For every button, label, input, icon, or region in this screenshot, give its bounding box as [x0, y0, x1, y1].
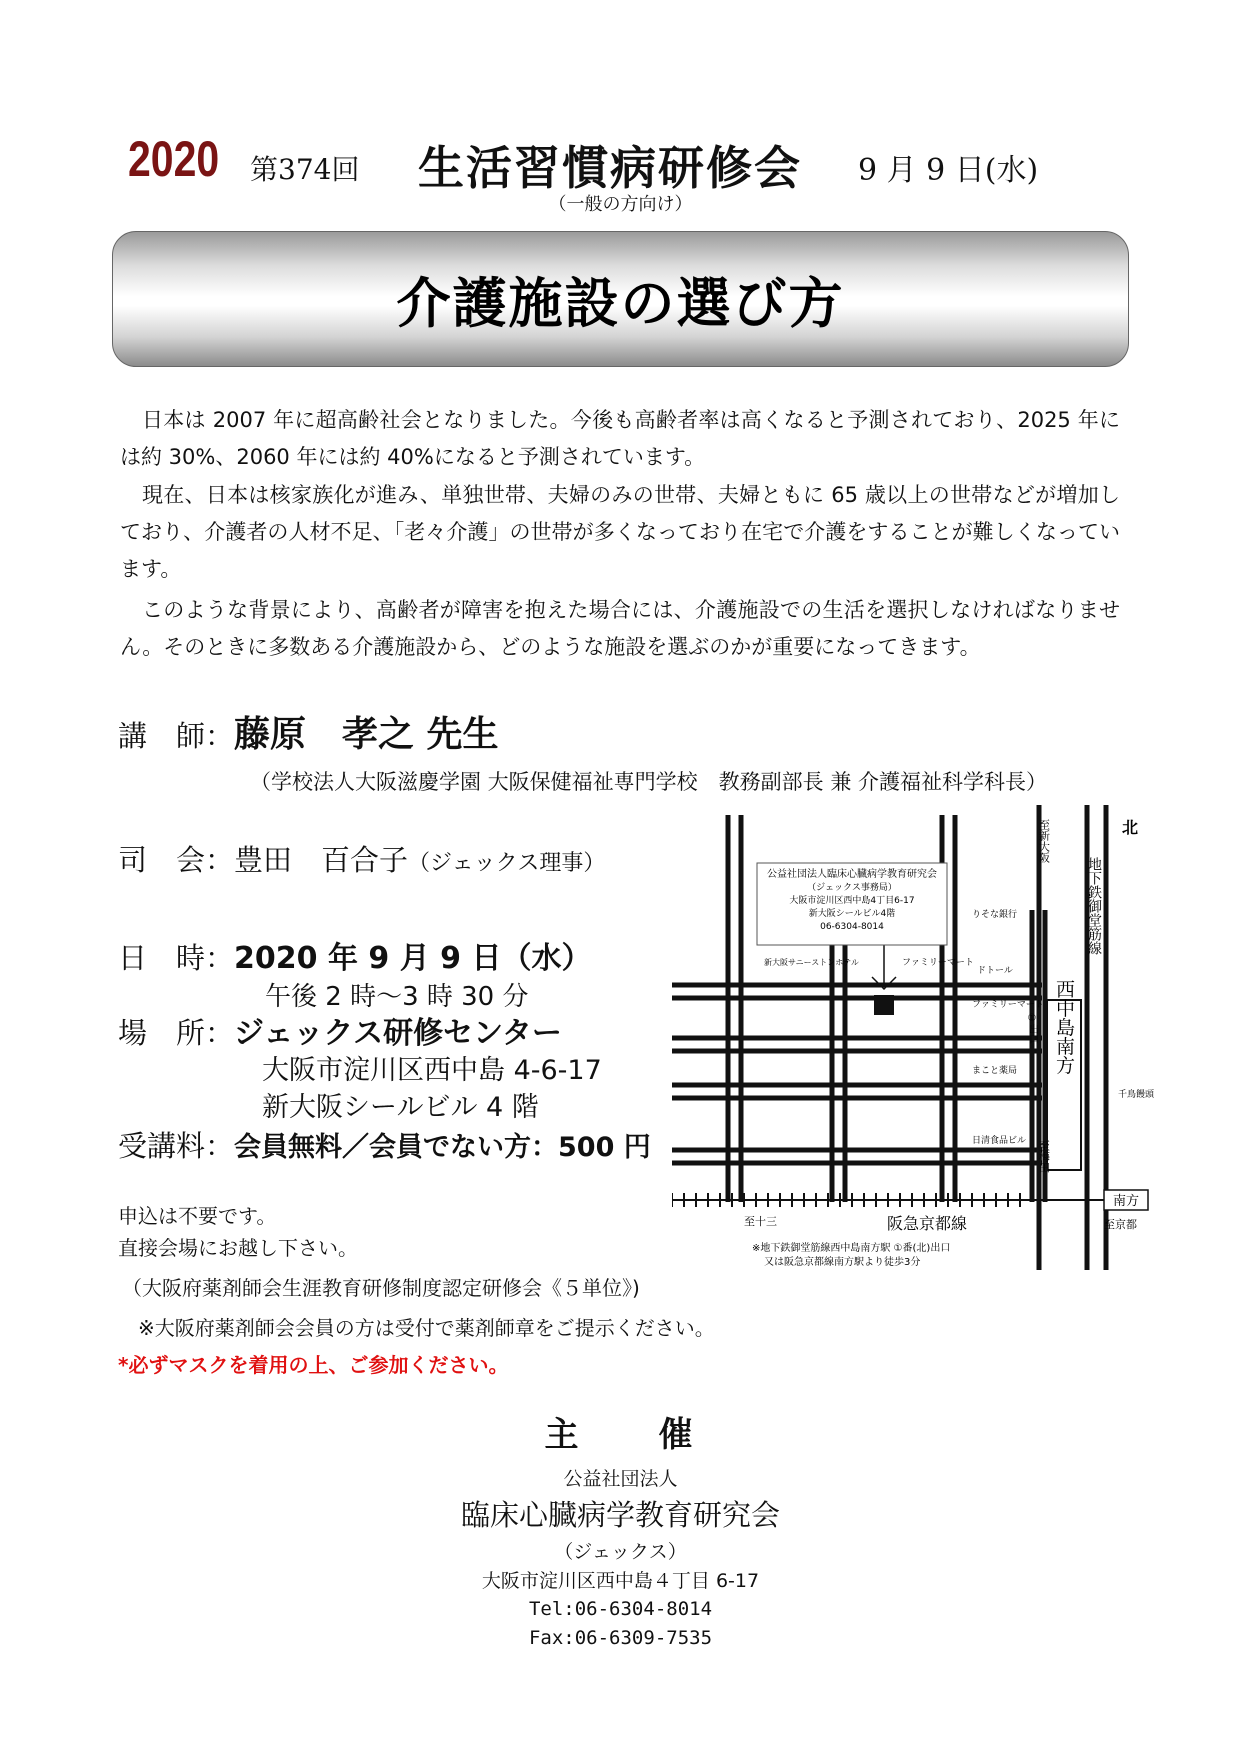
- map-org-line-4: 新大阪シールビル4階: [808, 909, 896, 919]
- event-datetime: 2020 年 9 月 9 日（水）: [234, 941, 592, 976]
- sponsor-name: 臨床心臓病学教育研究会: [460, 1498, 780, 1532]
- title-banner: [112, 231, 1129, 367]
- venue-label: 場 所：: [118, 1016, 235, 1050]
- note-direct: 直接会場にお越し下さい。: [118, 1236, 358, 1260]
- map-hankyu: 阪急京都線: [887, 1214, 968, 1233]
- lecturer-affiliation: （学校法人大阪滋慶学園 大阪保健福祉専門学校 教務副部長 兼 介護福祉科学科長）: [250, 770, 1048, 794]
- datetime-label: 日 時：: [118, 941, 235, 975]
- venue-address-1: 大阪市淀川区西中島 4-6-17: [262, 1055, 602, 1086]
- map-to-juso: 至十三: [744, 1215, 777, 1228]
- sponsor-address: 大阪市淀川区西中島４丁目 6-17: [481, 1570, 760, 1592]
- map-minamikata: 南方: [1112, 1194, 1140, 1209]
- map-org-line-2: （ジェックス事務局）: [807, 883, 897, 893]
- map-familymart-1: ファミリーマート: [902, 958, 974, 968]
- event-year: 2020: [128, 131, 220, 187]
- moderator-name: 豊田 百合子: [234, 843, 409, 877]
- fee-row: [118, 1124, 651, 1165]
- lecturer-row: [118, 706, 499, 757]
- map-familymart-2: ファミリーマート: [972, 1000, 1044, 1010]
- audience-note: （一般の方向け）: [548, 194, 693, 215]
- moderator-note: （ジェックス理事）: [408, 851, 606, 876]
- fee-label: 受講料：: [118, 1129, 235, 1163]
- intro-paragraph-1: 日本は 2007 年に超高齢社会となりました。今後も高齢者率は高くなると予測されており、2025 年には約 30%、2060 年には約 40%になると予測されています。: [120, 408, 1120, 469]
- datetime-row: [118, 933, 591, 977]
- venue-marker: [874, 995, 894, 1015]
- map-org-line-1: 公益社団法人臨床心臓病学教育研究会: [767, 869, 937, 880]
- intro-paragraph-2: 現在、日本は核家族化が進み、単独世帯、夫婦のみの世帯、夫婦ともに 65 歳以上の世帯などが増加しており、介護者の人材不足、「老々介護」の世帯が多くなっており在宅で介護をすることが難しくなっています。: [120, 483, 1120, 581]
- lecture-title: 介護施設の選び方: [396, 271, 845, 335]
- fee-value: 会員無料／会員でない方：500 円: [234, 1132, 651, 1163]
- moderator-label: 司 会：: [118, 843, 235, 877]
- event-round: 第374回: [250, 153, 360, 186]
- map-chidori: 千鳥饅頭: [1118, 1090, 1155, 1100]
- lecturer-label: 講 師：: [118, 719, 235, 753]
- note-mask: *必ずマスクを着用の上、ご参加ください。: [118, 1353, 509, 1377]
- lecturer-name: 藤原 孝之 先生: [234, 714, 499, 755]
- event-title: 生活習慣病研修会: [418, 141, 802, 195]
- map-to-umeda: 至梅田: [1037, 1140, 1051, 1173]
- map-access-1: ※地下鉄御堂筋線西中島南方駅 ①番(北)出口: [752, 1243, 951, 1254]
- map-nisshin: 日清食品ビル: [972, 1136, 1027, 1146]
- map-makoto: まこと薬局: [972, 1066, 1018, 1076]
- note-pharmacist-badge: ※大阪府薬剤師会会員の方は受付で薬剤師章をご提示ください。: [138, 1316, 715, 1340]
- intro-paragraph-3: このような背景により、高齢者が障害を抱えた場合には、介護施設での生活を選択しなければなりません。そのときに多数ある介護施設から、どのような施設を選ぶのかが重要になってきます。: [120, 598, 1120, 659]
- sponsor-fax: Fax:06-6309-7535: [528, 1627, 713, 1649]
- map-to-shinosaka: 至新大阪: [1037, 819, 1051, 863]
- sponsor-type: 公益社団法人: [563, 1468, 678, 1490]
- map-access-2: 又は阪急京都線南方駅より徒歩3分: [764, 1257, 921, 1268]
- map-doutor: ドトール: [977, 966, 1013, 976]
- map-to-kyoto: 至京都: [1104, 1218, 1137, 1231]
- map-hotel: 新大阪サニーストンホテル: [764, 958, 859, 967]
- venue-name: ジェックス研修センター: [234, 1016, 562, 1051]
- map-org-line-5: 06-6304-8014: [820, 922, 884, 932]
- venue-row: [118, 1008, 562, 1052]
- sponsor-label: 主 催: [544, 1415, 697, 1455]
- sponsor-short: （ジェックス）: [554, 1541, 687, 1563]
- map-resona: りそな銀行: [972, 910, 1018, 920]
- moderator-row: [118, 838, 605, 879]
- map-north: 北: [1122, 818, 1139, 837]
- venue-address-2: 新大阪シールビル 4 階: [262, 1092, 539, 1123]
- map-exit: ①出口: [1026, 1013, 1038, 1044]
- map-station: 西中島南方: [1053, 979, 1075, 1075]
- event-time: 午後 2 時～3 時 30 分: [265, 982, 529, 1012]
- map-subway: 地下鉄御堂筋線: [1086, 857, 1102, 955]
- access-map: [672, 805, 1172, 1275]
- sponsor-tel: Tel:06-6304-8014: [528, 1598, 713, 1620]
- map-org-line-3: 大阪市淀川区西中島4丁目6-17: [789, 896, 915, 906]
- note-certification: （大阪府薬剤師会生涯教育研修制度認定研修会《５単位》): [122, 1276, 640, 1300]
- event-date: 9 月 9 日(水): [858, 153, 1039, 188]
- note-no-registration: 申込は不要です。: [118, 1204, 277, 1228]
